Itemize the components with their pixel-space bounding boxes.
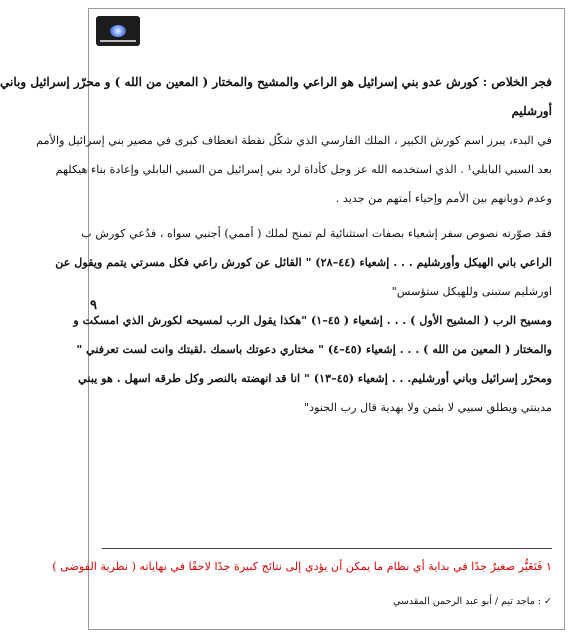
paragraph-2-line-1: فقد صوّرته نصوص سفر إشعياء بصفات استثنائية لم تمنح لملك ( أممي) أجنبي سواه ، فدُعي كورش ب [81,227,552,240]
paragraph-2-line-2: الراعي باني الهيكل وأورشليم . . . إشعياء (٤٤–٢٨) " القائل عن كورش راعي فكل مسرتي يتمم ويقول عن [55,255,552,269]
paragraph-2-line-3: اورشليم ستبنى وللهيكل ستؤسس" [391,285,552,298]
heading-line-2: أورشليم [511,104,552,118]
paragraph-1-line-3: وعدم ذوبانهم بين الأمم وإحياء أمتهم من جديد . [335,192,552,205]
footnote-divider [102,548,552,549]
heading-line-1: فجر الخلاص : كورش عدو بني إسرائيل هو الراعي والمشيح والمختار ( المعين من الله ) و محرّر إسرائيل وباني [0,75,552,89]
paragraph-2-line-4: ومسيح الرب ( المشيح الأول ) . . . إشعياء ( ٤٥–١) "هكذا يقول الرب لمسيحه لكورش الذي امسكت و [73,313,552,327]
paragraph-2-line-7: مدينتي ويطلق سبيي لا بثمن ولا بهدية قال رب الجنود" [304,401,552,414]
paragraph-1-line-2: بعد السبي البابلي¹ . الذي استخدمه الله عز وجل كأداة لرد بني إسرائيل من السبي البابلي وإعادة بناء هيكلهم [55,163,552,176]
paragraph-2-line-6: ومحرّر إسرائيل وباني أورشليم. . . إشعياء (٤٥–١٣) " انا قد انهضته بالنصر وكل طرقه اسهل . هو يبني [78,371,552,385]
footnote: ١ فَتَغَيُّر صغيرٌ جدًا في بداية أي نظام ما يمكن أن يؤدي إلى نتائج كبيرة جدًا لاحقًا في نهاياته ( نظرية الفوضى ) [52,560,552,573]
channel-logo-icon [96,16,140,46]
page-number: ٩ [90,298,97,313]
document-body [0,68,552,422]
paragraph-2-line-5: والمختار ( المعين من الله ) . . . إشعياء (٤٥–٤) " مختاري دعوتك باسمك .لقبتك وانت لست تعرفني " [76,342,552,356]
paragraph-1-line-1: في البدء، يبرز اسم كورش الكبير ، الملك الفارسي الذي شكّل نقطة انعطاف كبرى في مصير بني إسرائيل والأمم [36,134,552,147]
credits-line: ✓ : ماجد تيم / أبو عبد الرحمن المقدسي [393,596,552,607]
